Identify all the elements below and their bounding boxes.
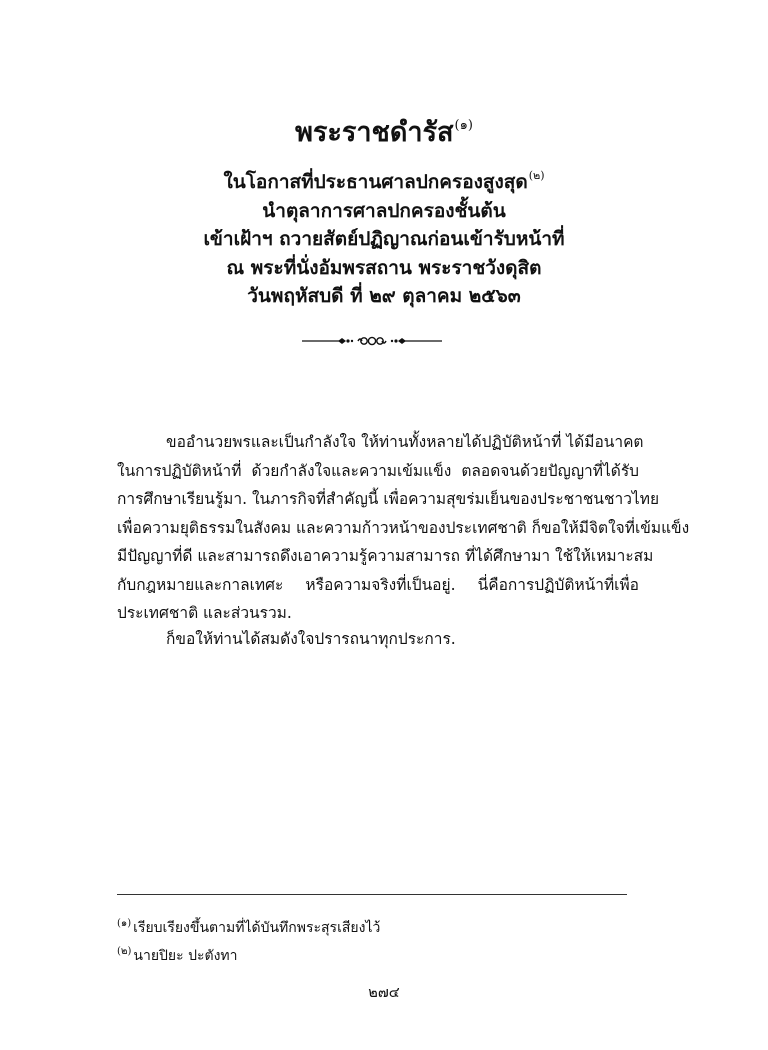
ornament-divider-icon [300,333,444,349]
closing-sentence: ก็ขอให้ท่านได้สมดังใจปรารถนาทุกประการ. [166,630,456,648]
body-line: ในการปฏิบัติหน้าที่ ด้วยกำลังใจและความเข้มแข็ง ตลอดจนด้วยปัญญาที่ได้รับ [117,461,639,480]
footnote-2-text: นายปิยะ ปะตังทา [133,948,238,964]
footnote-divider [117,894,627,895]
footnote-1-mark: (๑) [117,918,132,929]
footnotes [117,912,380,968]
body-line: ประเทศชาติ และส่วนรวม. [117,604,292,622]
footnote-1 [117,912,380,940]
title-text: พระราชดำรัส [295,117,454,148]
body-line: เพื่อความยุติธรรมในสังคม และความก้าวหน้าของประเทศชาติ ก็ขอให้มีจิตใจที่เข้มแข็ง [117,518,690,537]
body-line: ขออำนวยพรและเป็นกำลังใจ ให้ท่านทั้งหลายได้ปฏิบัติหน้าที่ ได้มีอนาคต [166,433,644,451]
subtitle-line-5: วันพฤหัสบดี ที่ ๒๙ ตุลาคม ๒๕๖๓ [247,285,521,307]
footnote-2 [117,940,380,968]
footnote-1-text: เรียบเรียงขึ้นตามที่ได้บันทึกพระสุรเสียงไว้ [133,920,381,936]
page-title [0,108,768,151]
title-footnote-mark: (๑) [454,118,473,133]
body-line: การศึกษาเรียนรู้มา. ในภารกิจที่สำคัญนี้ เพื่อความสุขร่มเย็นของประชาชนชาวไทย [117,490,660,508]
subtitle-footnote-mark: (๒) [528,169,545,182]
footnote-2-mark: (๒) [117,946,132,957]
subtitle-line-3: เข้าเฝ้าฯ ถวายสัตย์ปฏิญาณก่อนเข้ารับหน้าที่ [203,228,565,250]
subtitle-line-2: นำตุลาการศาลปกครองชั้นต้น [262,199,506,222]
subtitle-line-4: ณ พระที่นั่งอัมพรสถาน พระราชวังดุสิต [226,256,542,279]
page-number: ๒๗๔ [368,985,400,1001]
subtitle-line-1 [0,162,768,197]
subtitle-block [0,162,768,311]
body-line: กับกฎหมายและกาลเทศะ หรือความจริงที่เป็นอยู่. นี่คือการปฏิบัติหน้าที่เพื่อ [117,575,639,594]
subtitle-line-1-text: ในโอกาสที่ประธานศาลปกครองสูงสุด [223,171,528,193]
body-line: มีปัญญาที่ดี และสามารถดึงเอาความรู้ความสามารถ ที่ได้ศึกษามา ใช้ให้เหมาะสม [117,547,654,565]
body-paragraph [117,428,690,628]
